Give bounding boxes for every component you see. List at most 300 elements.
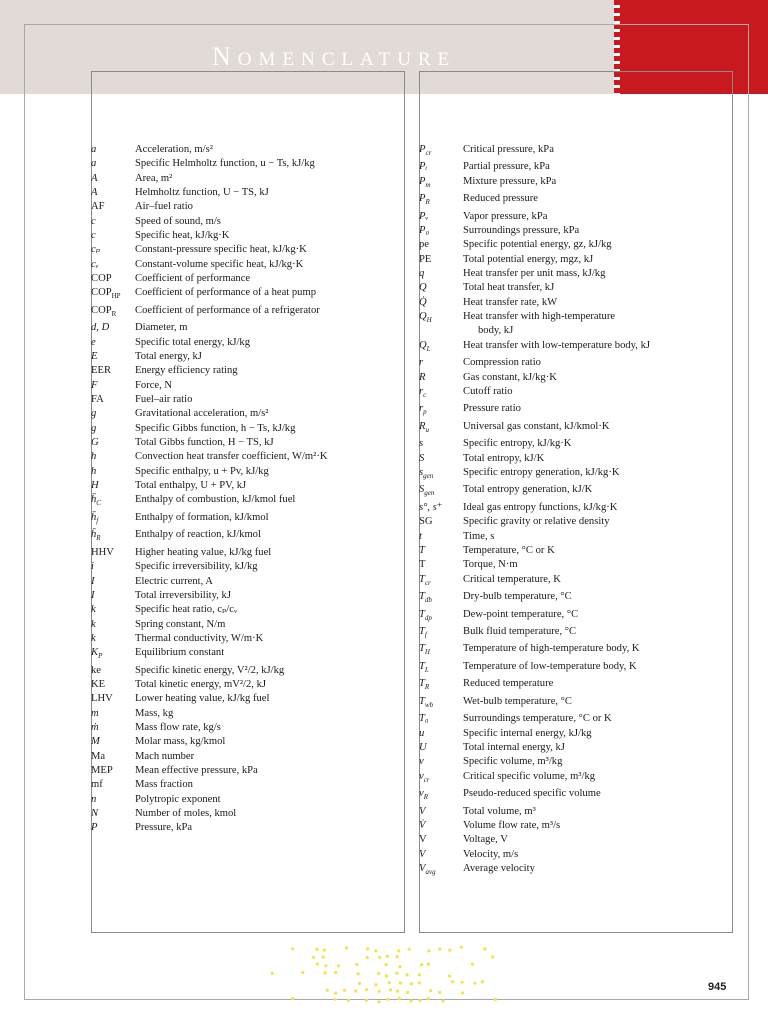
right-entry: [419, 281, 731, 295]
decorative-dot-pattern: [268, 944, 508, 1006]
entry-definition-text: Acceleration, m/s²: [135, 144, 213, 155]
decorative-dot: [448, 949, 451, 952]
entry-definition: [463, 544, 731, 558]
decorative-dot: [388, 981, 391, 984]
entry-definition: [463, 787, 731, 801]
left-entry: [91, 379, 403, 393]
left-entry: [91, 603, 403, 617]
right-entry: [419, 741, 731, 755]
entry-definition: [463, 501, 731, 515]
decorative-dot: [343, 989, 346, 992]
entry-definition-text: Average velocity: [463, 862, 535, 874]
decorative-dot: [438, 991, 441, 994]
entry-definition: [463, 175, 731, 189]
entry-symbol: $v_R$: [419, 788, 428, 802]
entry-symbol: $COP_{HP}$: [91, 287, 121, 301]
right-entry: [419, 727, 731, 741]
entry-symbol: T: [419, 544, 425, 556]
entry-symbol: COP: [91, 273, 112, 285]
entry-symbol: $COP_R$: [91, 304, 117, 318]
right-entry: [419, 420, 731, 437]
entry-definition: [135, 479, 403, 493]
decorative-dot: [385, 963, 388, 966]
entry-symbol: $r_p$: [419, 403, 427, 417]
right-entry: [419, 143, 731, 160]
right-entry: [419, 466, 731, 483]
entry-definition-text: Equilibrium constant: [135, 647, 225, 659]
entry-definition: [463, 483, 731, 497]
entry-symbol: d, D: [91, 322, 110, 334]
decorative-dot: [451, 980, 454, 983]
entry-definition: [463, 281, 731, 295]
right-entry: [419, 501, 731, 515]
entry-definition: [135, 632, 403, 646]
entry-definition-text: Heat transfer with low-temperature body, kJ: [463, 339, 650, 351]
entry-symbol: ke: [91, 664, 101, 676]
right-nomenclature-list: [419, 143, 731, 879]
entry-definition: [463, 558, 731, 572]
entry-symbol: g: [91, 422, 97, 434]
right-entry: [419, 371, 731, 385]
entry-definition-text: Partial pressure, kPa: [463, 161, 550, 173]
entry-symbol: Q: [419, 282, 427, 294]
decorative-dot: [291, 997, 294, 1000]
entry-definition-text: Diameter, m: [135, 322, 188, 334]
decorative-dot: [461, 981, 464, 984]
left-entry: [91, 778, 403, 792]
left-entry: [91, 807, 403, 821]
entry-symbol: c: [91, 215, 96, 227]
entry-definition-text: Specific kinetic energy, V²/2, kJ/kg: [135, 664, 285, 676]
entry-definition-text: Dew-point temperature, °C: [463, 608, 579, 620]
decorative-dot: [427, 949, 430, 952]
decorative-dot: [291, 947, 294, 950]
right-entry: [419, 677, 731, 694]
entry-definition-text: Total entropy, kJ/K: [463, 452, 545, 464]
right-entry: [419, 573, 731, 590]
decorative-dot: [377, 1000, 380, 1003]
entry-definition-text: Pressure ratio: [463, 403, 521, 415]
entry-definition-text: Enthalpy of combustion, kJ/kmol fuel: [135, 494, 296, 506]
entry-definition: [463, 642, 731, 656]
entry-definition-text: Coefficient of performance: [135, 273, 251, 285]
entry-definition: [135, 764, 403, 778]
entry-definition: [135, 393, 403, 407]
entry-definition-text: Energy efficiency rating: [135, 365, 238, 377]
entry-definition-text: Surroundings pressure, kPa: [463, 225, 580, 237]
left-entry: [91, 407, 403, 421]
left-entry: [91, 618, 403, 632]
decorative-dot: [366, 956, 369, 959]
entry-definition: [135, 304, 403, 318]
entry-definition-text: Area, m²: [135, 172, 173, 184]
entry-symbol: A: [91, 187, 98, 199]
entry-definition-text: Critical pressure, kPa: [463, 144, 554, 155]
decorative-dot: [366, 947, 369, 950]
entry-definition-text: Pseudo-reduced specific volume: [463, 788, 601, 800]
decorative-dot: [316, 962, 319, 965]
entry-definition-text: Enthalpy of reaction, kJ/kmol: [135, 529, 261, 541]
entry-definition: [135, 286, 403, 300]
entry-definition: [463, 420, 731, 434]
entry-symbol: $P_m$: [419, 175, 431, 189]
right-entry: [419, 862, 731, 879]
entry-symbol: cᵥ: [91, 258, 99, 270]
page-title-text: NOMENCLATURE: [212, 42, 457, 71]
entry-definition: [463, 466, 731, 480]
entry-symbol: v: [419, 756, 424, 768]
entry-definition: [463, 356, 731, 370]
entry-symbol: EER: [91, 365, 112, 377]
right-entry: [419, 755, 731, 769]
entry-definition-text: Total entropy generation, kJ/K: [463, 484, 593, 496]
decorative-dot: [334, 998, 337, 1001]
entry-definition-text: Time, s: [463, 530, 495, 542]
entry-definition: [135, 778, 403, 792]
entry-definition: [135, 186, 403, 200]
left-entry: [91, 493, 403, 510]
entry-definition-text: Polytropic exponent: [135, 793, 221, 805]
entry-definition-text: Total irreversibility, kJ: [135, 589, 231, 601]
entry-definition: [463, 677, 731, 691]
left-entry: [91, 243, 403, 257]
entry-definition: [463, 210, 731, 224]
entry-symbol: S: [419, 452, 425, 464]
entry-symbol: a: [91, 144, 97, 155]
entry-symbol: r: [419, 357, 424, 369]
right-entry: [419, 210, 731, 224]
entry-definition: [463, 143, 731, 157]
right-entry: [419, 452, 731, 466]
left-entry: [91, 750, 403, 764]
entry-definition-text: Gas constant, kJ/kg·K: [463, 371, 557, 383]
page-title: [212, 42, 456, 72]
entry-definition-text: Molar mass, kg/kmol: [135, 736, 226, 748]
decorative-dot: [323, 971, 326, 974]
entry-definition: [135, 321, 403, 335]
entry-symbol: $Q_H$: [419, 311, 432, 325]
entry-symbol: n: [91, 793, 97, 805]
entry-definition: [463, 819, 731, 833]
entry-definition-text: Specific Helmholtz function, u − Ts, kJ/kg: [135, 158, 315, 170]
right-entry: [419, 356, 731, 370]
right-entry: [419, 192, 731, 209]
entry-symbol: $P_R$: [419, 193, 430, 207]
entry-definition-text: Total energy, kJ: [135, 351, 202, 363]
entry-symbol: $T_{cr}$: [419, 573, 431, 587]
right-entry: [419, 160, 731, 174]
entry-symbol: V: [419, 834, 427, 846]
entry-definition: [463, 385, 731, 399]
entry-definition-text: Heat transfer with high-temperature: [463, 311, 616, 323]
decorative-dot: [427, 963, 430, 966]
entry-definition: [135, 407, 403, 421]
decorative-dot: [377, 972, 380, 975]
entry-symbol: $T_{dp}$: [419, 608, 432, 622]
right-entry: [419, 660, 731, 677]
decorative-dot: [323, 949, 326, 952]
entry-definition: [135, 229, 403, 243]
entry-definition: [463, 238, 731, 252]
entry-definition: [463, 862, 731, 876]
entry-definition-text: Total enthalpy, U + PV, kJ: [135, 480, 247, 492]
entry-symbol: G: [91, 437, 99, 449]
entry-definition-text: Specific gravity or relative density: [463, 516, 610, 528]
entry-symbol: i: [91, 561, 94, 573]
entry-definition: [463, 848, 731, 862]
decorative-dot: [358, 982, 361, 985]
right-entry: [419, 608, 731, 625]
decorative-dot: [410, 982, 413, 985]
right-entry: [419, 402, 731, 419]
entry-definition-text: Heat transfer rate, kW: [463, 296, 558, 308]
entry-definition-text: Total volume, m³: [463, 805, 536, 817]
entry-symbol: $S_{gen}$: [419, 484, 435, 498]
entry-symbol: V: [419, 848, 426, 860]
entry-definition: [135, 603, 403, 617]
decorative-dot: [438, 948, 441, 951]
decorative-dot: [357, 972, 360, 975]
entry-definition-text: Specific entropy, kJ/kg·K: [463, 438, 572, 450]
entry-definition: [463, 590, 731, 604]
entry-symbol: V: [419, 805, 426, 817]
entry-definition-text: Total potential energy, mgz, kJ: [463, 253, 594, 265]
decorative-dot: [386, 998, 389, 1001]
entry-symbol: PE: [419, 253, 432, 265]
entry-definition: [135, 465, 403, 479]
entry-definition: [135, 258, 403, 272]
entry-symbol: h: [91, 465, 97, 477]
entry-definition-text: Dry-bulb temperature, °C: [463, 591, 572, 603]
left-entry: [91, 172, 403, 186]
entry-definition-text: Coefficient of performance of a refrigerator: [135, 304, 320, 316]
left-entry: [91, 272, 403, 286]
entry-symbol: KE: [91, 679, 106, 691]
entry-symbol: M: [91, 736, 100, 748]
entry-definition: [135, 589, 403, 603]
entry-definition-text: Torque, N·m: [463, 559, 518, 571]
entry-definition: [463, 160, 731, 174]
entry-definition-text: Critical specific volume, m³/kg: [463, 770, 596, 782]
left-entry: [91, 229, 403, 243]
entry-definition-text: Number of moles, kmol: [135, 808, 237, 820]
entry-definition: [135, 807, 403, 821]
entry-definition-text: Air–fuel ratio: [135, 201, 193, 213]
right-entry: [419, 819, 731, 833]
entry-symbol: $T_R$: [419, 678, 430, 692]
entry-definition-text: Specific entropy generation, kJ/kg·K: [463, 466, 620, 478]
left-entry: [91, 215, 403, 229]
entry-definition-text: Wet-bulb temperature, °C: [463, 695, 572, 707]
decorative-dot: [460, 946, 463, 949]
decorative-dot: [374, 949, 377, 952]
entry-symbol: $h̄_f$: [91, 511, 99, 526]
entry-symbol: P₀: [419, 225, 430, 237]
entry-definition-text: Total kinetic energy, mV²/2, kJ: [135, 679, 267, 691]
entry-definition-text: Cutoff ratio: [463, 385, 513, 397]
entry-definition-text: Specific enthalpy, u + Pv, kJ/kg: [135, 465, 269, 477]
entry-definition-text: Specific irreversibility, kJ/kg: [135, 561, 258, 573]
entry-definition-text: Specific total energy, kJ/kg: [135, 336, 251, 348]
decorative-dot: [491, 955, 494, 958]
entry-definition: [463, 267, 731, 281]
entry-definition: [463, 573, 731, 587]
entry-definition: [463, 339, 731, 353]
entry-definition-text: Mass fraction: [135, 779, 193, 791]
right-entry: [419, 483, 731, 500]
left-entry: [91, 735, 403, 749]
entry-definition: [463, 296, 731, 310]
right-entry: [419, 590, 731, 607]
entry-symbol: $P_{cr}$: [419, 144, 432, 158]
decorative-dot: [354, 990, 357, 993]
entry-symbol: AF: [91, 201, 105, 213]
entry-definition-text: Vapor pressure, kPa: [463, 210, 548, 222]
decorative-dot: [398, 997, 401, 1000]
entry-symbol: $v_{cr}$: [419, 770, 430, 784]
decorative-dot: [396, 990, 399, 993]
left-entry: [91, 707, 403, 721]
entry-definition-text: Total heat transfer, kJ: [463, 282, 555, 294]
entry-definition: [135, 143, 403, 157]
entry-symbol: u: [419, 727, 425, 739]
entry-definition-text: Speed of sound, m/s: [135, 215, 221, 227]
entry-symbol: k: [91, 632, 96, 644]
entry-definition-text: Enthalpy of formation, kJ/kmol: [135, 511, 269, 523]
entry-definition-text: Mass, kg: [135, 707, 174, 719]
entry-symbol: $s_{gen}$: [419, 466, 434, 481]
entry-symbol: T: [419, 559, 426, 571]
decorative-dot: [385, 974, 388, 977]
entry-definition: [135, 364, 403, 378]
left-entry: [91, 511, 403, 528]
entry-definition: [463, 712, 731, 726]
entry-symbol: ṁ: [91, 722, 99, 734]
entry-definition: [135, 821, 403, 835]
entry-symbol: Pᵢ: [419, 161, 428, 173]
entry-definition: [463, 402, 731, 416]
decorative-dot: [378, 956, 381, 959]
decorative-dot: [355, 963, 358, 966]
decorative-dot: [410, 999, 413, 1002]
entry-definition: [463, 770, 731, 784]
entry-definition: [135, 379, 403, 393]
entry-definition-text: Reduced temperature: [463, 678, 554, 690]
decorative-dot: [461, 991, 464, 994]
decorative-dot: [334, 971, 337, 974]
left-entry: [91, 422, 403, 436]
entry-definition-text: Fuel–air ratio: [135, 394, 193, 406]
right-entry: [419, 515, 731, 529]
entry-symbol: R: [419, 371, 426, 383]
entry-definition-text: Total internal energy, kJ: [463, 741, 565, 753]
entry-definition-text: Temperature of low-temperature body, K: [463, 660, 637, 672]
entry-symbol: Pᵥ: [419, 210, 429, 222]
entry-symbol: $Q_L$: [419, 339, 431, 353]
entry-definition: [463, 452, 731, 466]
entry-definition: [135, 350, 403, 364]
decorative-dot: [345, 946, 348, 949]
decorative-dot: [386, 955, 389, 958]
left-entry: [91, 721, 403, 735]
left-entry: [91, 186, 403, 200]
decorative-dot: [418, 973, 421, 976]
entry-definition: [135, 735, 403, 749]
decorative-dot: [389, 988, 392, 991]
decorative-dot: [483, 947, 486, 950]
entry-symbol: N: [91, 808, 99, 820]
entry-definition: [135, 511, 403, 525]
entry-definition: [463, 805, 731, 819]
right-entry: [419, 642, 731, 659]
decorative-dot: [365, 988, 368, 991]
left-entry: [91, 560, 403, 574]
entry-definition: [463, 625, 731, 639]
entry-symbol: T₀: [419, 713, 429, 725]
decorative-dot: [419, 999, 422, 1002]
entry-symbol: c: [91, 230, 96, 242]
decorative-dot: [326, 989, 329, 992]
entry-definition: [135, 646, 403, 660]
entry-definition-text: Volume flow rate, m³/s: [463, 819, 561, 831]
decorative-dot: [406, 991, 409, 994]
right-entry: [419, 695, 731, 712]
entry-definition: [135, 560, 403, 574]
entry-definition: [135, 692, 403, 706]
left-entry: [91, 450, 403, 464]
decorative-dot: [471, 963, 474, 966]
entry-definition-text: Thermal conductivity, W/m·K: [135, 632, 264, 644]
entry-definition-text: Specific potential energy, gz, kJ/kg: [463, 239, 612, 251]
entry-symbol: $R_u$: [419, 420, 429, 434]
entry-symbol: V̇: [419, 819, 426, 831]
entry-definition-text: Force, N: [135, 379, 173, 391]
left-entry: [91, 764, 403, 778]
right-entry: [419, 339, 731, 356]
entry-symbol: $T_f$: [419, 625, 427, 640]
entry-symbol: h: [91, 451, 97, 463]
entry-symbol: F: [91, 379, 98, 391]
entry-definition: [135, 272, 403, 286]
entry-definition: [135, 546, 403, 560]
entry-definition-text: Higher heating value, kJ/kg fuel: [135, 546, 272, 558]
entry-symbol: k: [91, 604, 96, 616]
left-entry: [91, 821, 403, 835]
left-entry: [91, 465, 403, 479]
entry-definition-text: Voltage, V: [463, 834, 508, 846]
entry-symbol: g: [91, 408, 97, 420]
left-entry: [91, 793, 403, 807]
entry-definition: [463, 727, 731, 741]
decorative-dot: [448, 975, 451, 978]
decorative-dot: [347, 999, 350, 1002]
entry-symbol: A: [91, 172, 98, 184]
entry-symbol: q: [419, 268, 425, 280]
left-entry: [91, 350, 403, 364]
decorative-dot: [481, 980, 484, 983]
left-entry: [91, 200, 403, 214]
entry-symbol: k: [91, 618, 96, 630]
left-entry: [91, 589, 403, 603]
entry-definition: [463, 660, 731, 674]
entry-definition: [463, 741, 731, 755]
entry-definition-text: Specific heat, kJ/kg·K: [135, 230, 230, 242]
entry-definition: [135, 215, 403, 229]
entry-definition-text: Velocity, m/s: [463, 848, 519, 860]
entry-symbol: $h̄_C$: [91, 494, 101, 508]
right-entry: [419, 544, 731, 558]
entry-definition-text: Spring constant, N/m: [135, 618, 226, 630]
